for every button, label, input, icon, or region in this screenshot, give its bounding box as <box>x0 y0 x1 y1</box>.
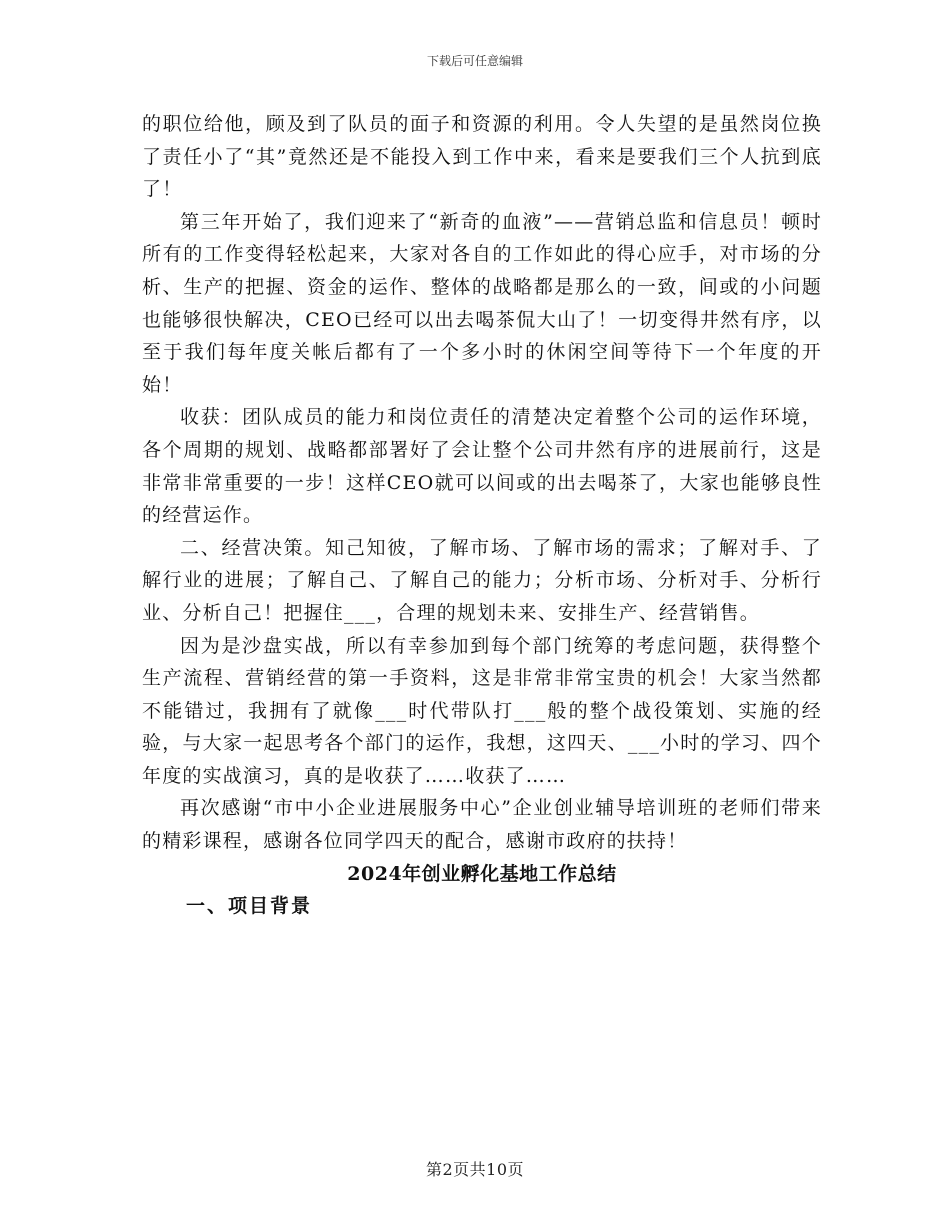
page-number: 第2页共10页 <box>425 1160 525 1179</box>
document-body <box>142 108 822 923</box>
paragraph-2: 第三年开始了，我们迎来了“新奇的血液”——营销总监和信息员！顿时所有的工作变得轻松起来，大家对各自的工作如此的得心应手，对市场的分析、生产的把握、资金的运作、整体的战略都是那么的一致，间或的小问题也能够很快解决，CEO已经可以出去喝茶侃大山了！一切变得井然有序，以至于我们每年度关帐后都有了一个多小时的休闲空间等待下一个年度的开始！ <box>142 210 822 396</box>
document-title: 2024年创业孵化基地工作总结 <box>347 862 617 885</box>
page-header: 下载后可任意编辑 <box>426 54 523 68</box>
paragraph-5: 因为是沙盘实战，所以有幸参加到每个部门统筹的考虑问题，获得整个生产流程、营销经营的第一手资料，这是非常非常宝贵的机会！大家当然都不能错过，我拥有了就像___时代带队打___般的整个战役策划、实施的经验，与大家一起思考各个部门的运作，我想，这四天、___小时的学习、四个年度的实战演习，真的是收获了……收获了…… <box>142 634 822 787</box>
section-heading: 一、项目背景 <box>186 895 313 918</box>
paragraph-1: 的职位给他，顾及到了队员的面子和资源的利用。令人失望的是虽然岗位换了责任小了“其”竟然还是不能投入到工作中来，看来是要我们三个人抗到底了！ <box>142 113 822 201</box>
paragraph-6: 再次感谢“市中小企业进展服务中心”企业创业辅导培训班的老师们带来的精彩课程，感谢各位同学四天的配合，感谢市政府的扶持！ <box>142 797 822 853</box>
paragraph-3: 收获：团队成员的能力和岗位责任的清楚决定着整个公司的运作环境，各个周期的规划、战略都部署好了会让整个公司井然有序的进展前行，这是非常非常重要的一步！这样CEO就可以间或的出去喝茶了，大家也能够良性的经营运作。 <box>142 406 822 527</box>
paragraph-4: 二、经营决策。知己知彼，了解市场、了解市场的需求；了解对手、了解行业的进展；了解自己、了解自己的能力；分析市场、分析对手、分析行业、分析自己！把握住___，合理的规划未来、安排生产、经营销售。 <box>142 536 822 624</box>
